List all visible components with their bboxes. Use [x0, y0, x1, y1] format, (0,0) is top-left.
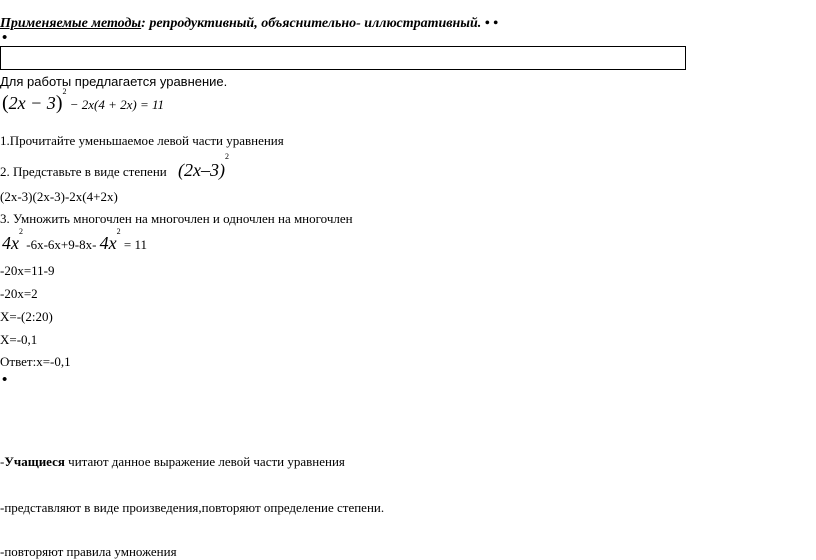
- bullet-icon: •: [484, 16, 490, 31]
- students-label: Учащиеся: [4, 454, 65, 469]
- equation-exponent: 2: [62, 87, 67, 97]
- solution-line-4: X=-0,1: [0, 332, 38, 347]
- students-line-3: -повторяют правила умножения: [0, 544, 177, 559]
- methods-label: Применяемые методы: [0, 16, 142, 31]
- bullet-icon: •: [2, 30, 8, 46]
- paren-right: ): [55, 92, 63, 114]
- bullet-icon: •: [2, 372, 8, 388]
- equals-11: = 11: [120, 237, 148, 252]
- term-exponent: 2: [19, 226, 23, 236]
- bullet-icon: •: [493, 16, 499, 31]
- step-3-expression: [2, 226, 148, 254]
- term-exponent: 2: [116, 226, 121, 236]
- methods-line: [0, 16, 498, 32]
- dash: -: [0, 454, 5, 469]
- methods-text: : репродуктивный, объяснительно- иллюстративный.: [141, 16, 482, 31]
- intro-text: Для работы предлагается уравнение.: [0, 74, 228, 89]
- term-4x2-b: 4x: [99, 233, 117, 253]
- term-4x2-a: 4x: [2, 233, 19, 253]
- step-3: 3. Умножить многочлен на многочлен и одночлен на многочлен: [0, 211, 353, 226]
- step-1: 1.Прочитайте уменьшаемое левой части уравнения: [0, 133, 284, 148]
- middle-terms: -6x-6x+9-8x-: [23, 237, 100, 252]
- step-2: [0, 151, 229, 181]
- solution-line-2: -20x=2: [0, 286, 38, 301]
- equation: [2, 87, 165, 115]
- empty-table-cell: [0, 46, 686, 70]
- students-text-1: читают данное выражение левой части уравнения: [64, 454, 345, 469]
- solution-line-3: X=-(2:20): [0, 309, 53, 324]
- answer-line: Ответ:х=-0,1: [0, 354, 71, 369]
- students-line-1: [0, 454, 345, 470]
- step-2-text: 2. Представьте в виде степени: [0, 164, 167, 179]
- step-2-expression: (2x–3): [177, 160, 225, 180]
- step-2-product: (2x-3)(2x-3)-2x(4+2x): [0, 189, 118, 204]
- students-line-2: -представляют в виде произведения,повторяют определение степени.: [0, 500, 385, 515]
- equation-base: 2x − 3: [8, 93, 56, 113]
- paren-left: (: [2, 92, 9, 114]
- equation-rest: − 2x(4 + 2x) = 11: [66, 97, 165, 112]
- solution-line-1: -20x=11-9: [0, 263, 55, 278]
- step-2-exponent: 2: [224, 151, 229, 161]
